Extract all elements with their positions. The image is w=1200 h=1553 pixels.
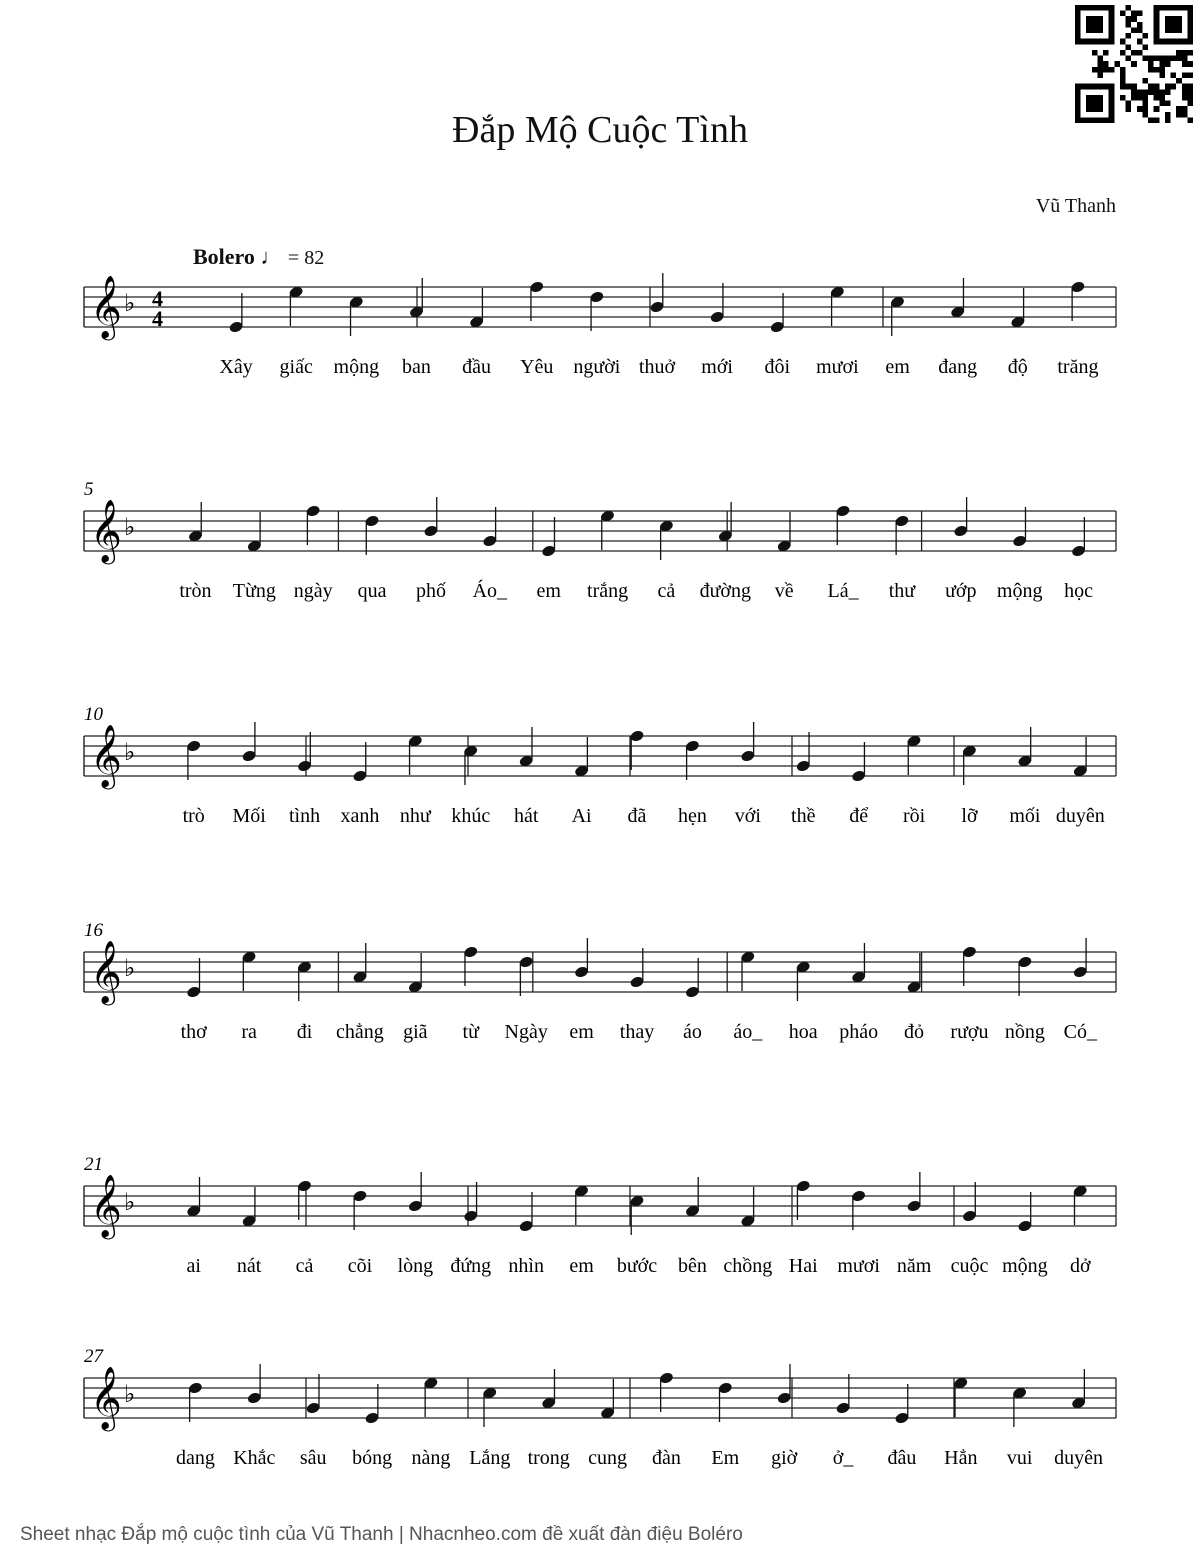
lyric-syllable: mộng bbox=[996, 580, 1043, 602]
time-signature-bottom: 4 bbox=[152, 306, 163, 331]
lyric-syllable: cả bbox=[295, 1255, 314, 1277]
lyric-syllable: đôi bbox=[764, 356, 791, 378]
lyric-syllable: thuở bbox=[638, 356, 676, 378]
lyric-syllable: chẳng bbox=[336, 1021, 384, 1043]
staff-system bbox=[84, 704, 1116, 827]
lyric-syllable: đầu bbox=[462, 356, 492, 378]
staff-system bbox=[84, 1154, 1116, 1277]
lyric-syllable: giã bbox=[403, 1021, 428, 1043]
measure-number: 21 bbox=[84, 1154, 103, 1175]
lyric-syllable: duyên bbox=[1054, 1447, 1104, 1469]
lyric-syllable: Lá_ bbox=[827, 580, 859, 602]
lyric-syllable: đường bbox=[699, 580, 752, 602]
lyric-syllable: cung bbox=[588, 1447, 628, 1469]
lyric-syllable: phố bbox=[415, 580, 446, 602]
lyric-syllable: đỏ bbox=[904, 1021, 925, 1043]
lyric-syllable: hát bbox=[513, 805, 539, 827]
lyric-syllable: mươi bbox=[816, 356, 859, 378]
lyric-syllable: người bbox=[573, 356, 621, 378]
lyric-syllable: vui bbox=[1006, 1447, 1033, 1469]
treble-clef-icon: 𝄞 bbox=[90, 1366, 122, 1429]
lyric-syllable: lỡ bbox=[961, 805, 978, 827]
lyric-syllable: bên bbox=[677, 1255, 707, 1277]
lyric-syllable: áo_ bbox=[733, 1021, 763, 1043]
lyric-syllable: mối bbox=[1009, 805, 1041, 827]
lyric-syllable: học bbox=[1064, 580, 1094, 602]
measure-number: 10 bbox=[84, 704, 103, 725]
treble-clef-icon: 𝄞 bbox=[90, 499, 122, 562]
lyric-syllable: xanh bbox=[340, 805, 380, 827]
lyric-syllable: cả bbox=[657, 580, 676, 602]
lyric-syllable: dang bbox=[175, 1447, 215, 1469]
lyric-syllable: ướp bbox=[945, 580, 977, 602]
lyric-syllable: mộng bbox=[333, 356, 380, 378]
lyric-syllable: áo bbox=[682, 1021, 702, 1043]
lyric-syllable: thư bbox=[888, 580, 916, 602]
treble-clef-icon: 𝄞 bbox=[90, 724, 122, 787]
lyric-syllable: sâu bbox=[299, 1447, 327, 1469]
staff-system bbox=[84, 273, 1116, 378]
measure-number: 27 bbox=[84, 1346, 103, 1367]
staff-system bbox=[84, 479, 1116, 602]
lyric-syllable: ngày bbox=[293, 580, 333, 602]
lyric-syllable: Mối bbox=[232, 805, 266, 827]
lyric-syllable: trăng bbox=[1057, 356, 1099, 378]
lyric-syllable: pháo bbox=[839, 1021, 879, 1043]
quarter-note-icon: ♩ bbox=[260, 244, 283, 269]
lyric-syllable: rồi bbox=[902, 805, 926, 827]
tempo-bpm: = 82 bbox=[287, 247, 325, 269]
lyric-syllable: đàn bbox=[651, 1447, 681, 1469]
treble-clef-icon: 𝄞 bbox=[90, 1174, 122, 1237]
lyric-syllable: hoa bbox=[788, 1021, 818, 1043]
tempo-style: Bolero bbox=[193, 244, 255, 269]
lyric-syllable: Hẳn bbox=[944, 1447, 978, 1469]
lyric-syllable: trò bbox=[182, 805, 205, 827]
lyric-syllable: cuộc bbox=[950, 1255, 989, 1277]
lyric-syllable: độ bbox=[1007, 356, 1028, 378]
lyric-syllable: em bbox=[885, 356, 910, 378]
lyric-syllable: ban bbox=[402, 356, 431, 378]
lyric-syllable: em bbox=[569, 1255, 594, 1277]
lyric-syllable: cõi bbox=[347, 1255, 373, 1277]
time-signature-top: 4 bbox=[152, 286, 163, 311]
lyric-syllable: qua bbox=[357, 580, 387, 602]
measure-number: 16 bbox=[84, 920, 103, 941]
lyric-syllable: thay bbox=[619, 1021, 655, 1043]
lyric-syllable: Khắc bbox=[233, 1447, 276, 1469]
lyric-syllable: trắng bbox=[587, 580, 629, 602]
lyric-syllable: giờ bbox=[771, 1447, 798, 1469]
lyric-syllable: chồng bbox=[723, 1255, 773, 1277]
lyric-syllable: mươi bbox=[837, 1255, 880, 1277]
composer: Vũ Thanh bbox=[1035, 195, 1116, 217]
lyric-syllable: em bbox=[536, 580, 561, 602]
lyric-syllable: tình bbox=[288, 805, 321, 827]
lyric-syllable: ra bbox=[241, 1021, 257, 1043]
lyric-syllable: mới bbox=[701, 356, 733, 378]
staff-system bbox=[84, 920, 1116, 1043]
footer-caption: Sheet nhạc Đắp mộ cuộc tình của Vũ Thanh | Nhacnheo.com đề xuất đàn điệu Boléro bbox=[20, 1524, 743, 1545]
lyric-syllable: đứng bbox=[450, 1255, 492, 1277]
lyric-syllable: ai bbox=[186, 1255, 201, 1277]
flat-icon: ♭ bbox=[124, 954, 136, 982]
lyric-syllable: đang bbox=[938, 356, 978, 378]
lyric-syllable: thề bbox=[791, 805, 816, 827]
lyric-syllable: rượu bbox=[950, 1021, 989, 1043]
lyric-syllable: đâu bbox=[887, 1447, 917, 1469]
lyric-syllable: Hai bbox=[788, 1255, 818, 1277]
lyric-syllable: mộng bbox=[1002, 1255, 1048, 1277]
lyric-syllable: ở_ bbox=[832, 1447, 854, 1469]
lyric-syllable: để bbox=[849, 805, 869, 827]
lyric-syllable: về bbox=[774, 580, 794, 602]
lyric-syllable: hẹn bbox=[677, 805, 707, 827]
lyric-syllable: dở bbox=[1070, 1255, 1091, 1277]
lyric-syllable: Áo_ bbox=[472, 580, 508, 602]
lyric-syllable: Yêu bbox=[520, 356, 554, 378]
treble-clef-icon: 𝄞 bbox=[90, 940, 122, 1003]
flat-icon: ♭ bbox=[124, 1188, 136, 1216]
lyric-syllable: bóng bbox=[352, 1447, 393, 1469]
lyric-syllable: thơ bbox=[180, 1021, 207, 1043]
lyric-syllable: Ngày bbox=[504, 1021, 548, 1043]
measure-number: 5 bbox=[84, 479, 94, 500]
lyric-syllable: nàng bbox=[411, 1447, 451, 1469]
lyric-syllable: Ai bbox=[571, 805, 592, 827]
page-title: Đắp Mộ Cuộc Tình bbox=[452, 109, 748, 151]
lyric-syllable: nồng bbox=[1004, 1021, 1045, 1043]
lyric-syllable: Lắng bbox=[469, 1447, 511, 1469]
lyric-syllable: đã bbox=[627, 805, 647, 827]
staff-system bbox=[84, 1346, 1116, 1469]
lyric-syllable: em bbox=[569, 1021, 594, 1043]
lyric-syllable: Từng bbox=[232, 580, 276, 602]
lyric-syllable: Xây bbox=[219, 356, 253, 378]
flat-icon: ♭ bbox=[124, 1380, 136, 1408]
flat-icon: ♭ bbox=[124, 289, 136, 317]
lyric-syllable: lòng bbox=[397, 1255, 434, 1277]
lyric-syllable: Em bbox=[711, 1447, 740, 1469]
lyric-syllable: bước bbox=[616, 1255, 658, 1277]
lyric-syllable: duyên bbox=[1055, 805, 1105, 827]
lyric-syllable: khúc bbox=[451, 805, 491, 827]
flat-icon: ♭ bbox=[124, 738, 136, 766]
lyric-syllable: từ bbox=[462, 1021, 479, 1043]
lyric-syllable: trong bbox=[527, 1447, 570, 1469]
treble-clef-icon: 𝄞 bbox=[90, 275, 122, 338]
lyric-syllable: năm bbox=[896, 1255, 932, 1277]
lyric-syllable: như bbox=[399, 805, 431, 827]
lyric-syllable: Có_ bbox=[1063, 1021, 1097, 1043]
lyric-syllable: giấc bbox=[279, 356, 313, 378]
lyric-syllable: đi bbox=[296, 1021, 313, 1043]
lyric-syllable: nát bbox=[236, 1255, 262, 1277]
lyric-syllable: tròn bbox=[179, 580, 212, 602]
lyric-syllable: với bbox=[734, 805, 761, 827]
flat-icon: ♭ bbox=[124, 513, 136, 541]
lyric-syllable: nhìn bbox=[508, 1255, 544, 1277]
